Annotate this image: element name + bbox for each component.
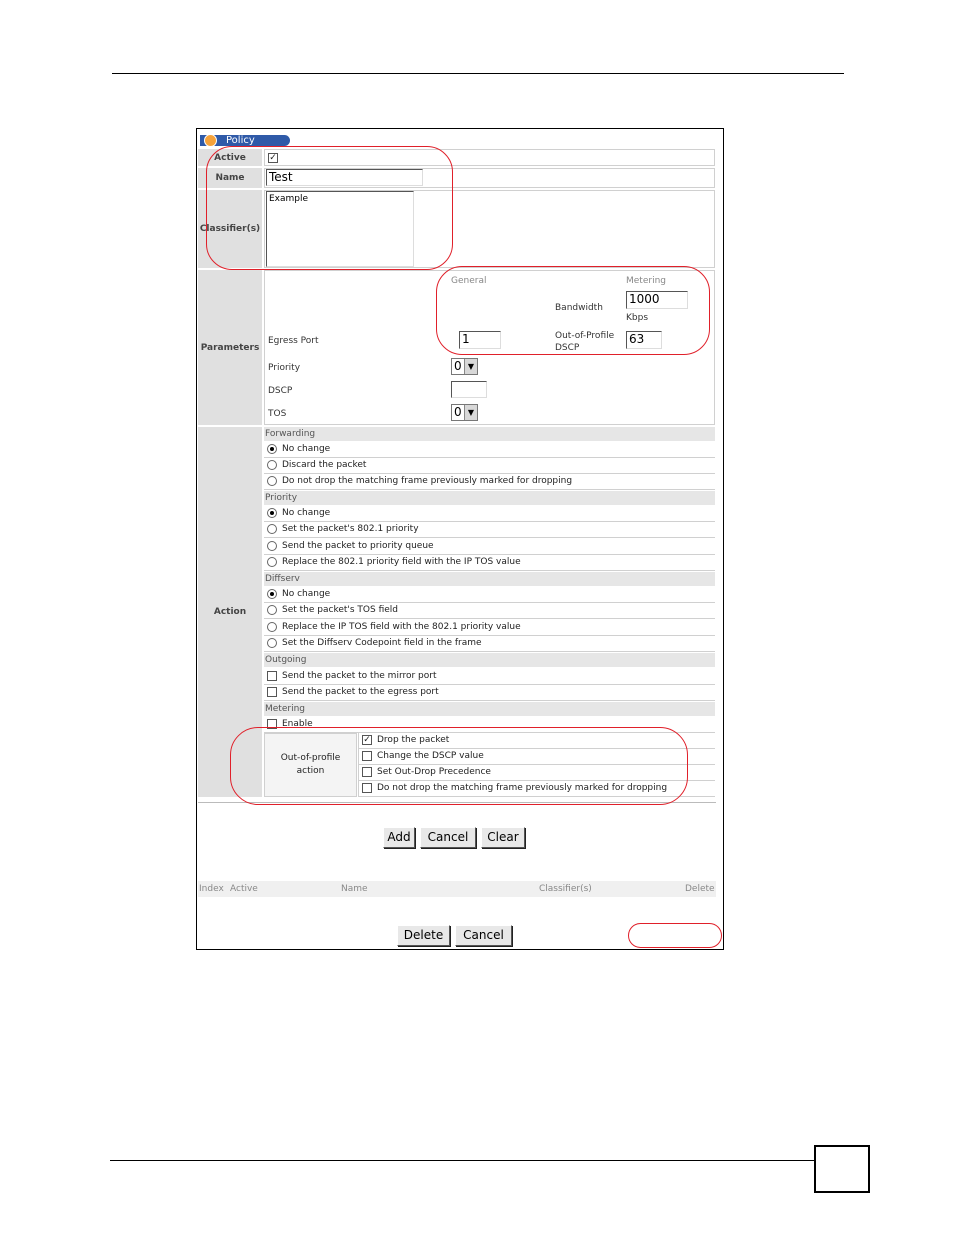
policy-table-header xyxy=(198,881,716,897)
priority-option-row[interactable] xyxy=(264,522,715,538)
checkbox[interactable] xyxy=(267,671,277,681)
radio-button[interactable] xyxy=(267,541,277,551)
forwarding-option-row[interactable] xyxy=(264,474,715,490)
radio-button[interactable] xyxy=(267,622,277,632)
annotation-callout-metering xyxy=(436,266,710,355)
forwarding-option-row[interactable] xyxy=(264,458,715,474)
priority-option-label: No change xyxy=(282,508,331,518)
radio-button[interactable] xyxy=(267,476,277,486)
tab-bullet-icon xyxy=(204,134,217,147)
out-of-profile-option-label: Change the DSCP value xyxy=(377,751,484,761)
table-header-active: Active xyxy=(230,884,258,894)
active-label: Active xyxy=(198,149,262,166)
classifiers-label: Classifier(s) xyxy=(198,190,262,268)
table-header-classifiers: Classifier(s) xyxy=(539,884,592,894)
diffserv-option-row[interactable] xyxy=(264,587,715,603)
diffserv-option-label: Replace the IP TOS field with the 802.1 priority value xyxy=(282,622,521,632)
forwarding-option-row[interactable] xyxy=(264,442,715,458)
out-of-profile-option-label: Set Out-Drop Precedence xyxy=(377,767,491,777)
bandwidth-unit: Kbps xyxy=(626,313,649,323)
egress-port-label: Egress Port xyxy=(268,336,319,346)
clear-button[interactable]: Clear xyxy=(481,827,525,848)
egress-port-input[interactable]: 1 xyxy=(459,331,501,349)
classifier-item[interactable]: Example xyxy=(269,194,309,204)
diffserv-option-row[interactable] xyxy=(264,636,715,652)
outgoing-section-title: Outgoing xyxy=(264,653,715,667)
forwarding-option-label: Discard the packet xyxy=(282,460,367,470)
radio-button[interactable] xyxy=(267,460,277,470)
tos-label: TOS xyxy=(268,409,287,419)
bandwidth-input[interactable]: 1000 xyxy=(626,291,688,309)
radio-button[interactable] xyxy=(267,605,277,615)
diffserv-option-label: Set the Diffserv Codepoint field in the frame xyxy=(282,638,482,648)
cancel-button[interactable]: Cancel xyxy=(420,827,476,848)
radio-button[interactable] xyxy=(267,524,277,534)
priority-value: 0 xyxy=(454,359,462,373)
diffserv-option-row[interactable] xyxy=(264,620,715,636)
page-number-box xyxy=(814,1145,870,1193)
table-header-name: Name xyxy=(341,884,368,894)
outgoing-option-row[interactable] xyxy=(264,685,715,701)
outgoing-option-label: Send the packet to the egress port xyxy=(282,687,439,697)
radio-button[interactable] xyxy=(267,444,277,454)
metering-section-title: Metering xyxy=(264,702,715,716)
out-of-profile-action-label: Out-of-profile action xyxy=(264,733,357,797)
metering-enable-label: Enable xyxy=(282,719,313,729)
out-of-profile-dscp-input[interactable]: 63 xyxy=(626,331,662,349)
checkbox[interactable] xyxy=(267,687,277,697)
diffserv-option-label: No change xyxy=(282,589,331,599)
chevron-down-icon: ▼ xyxy=(464,405,477,420)
diffserv-option-row[interactable] xyxy=(264,603,715,619)
active-checkbox[interactable]: ✓ xyxy=(269,153,277,163)
priority-section-title: Priority xyxy=(264,491,715,505)
action-label: Action xyxy=(198,427,262,797)
parameters-label: Parameters xyxy=(198,270,262,425)
priority-label: Priority xyxy=(268,363,301,373)
dscp-label: DSCP xyxy=(268,386,293,396)
priority-option-row[interactable] xyxy=(264,555,715,571)
name-label: Name xyxy=(198,168,262,188)
checkbox[interactable]: ✓ xyxy=(363,734,371,745)
annotation-callout-policy-fields xyxy=(206,146,453,270)
diffserv-option-label: Set the packet's TOS field xyxy=(282,605,399,615)
page-footer-rule xyxy=(110,1160,815,1161)
metering-header: Metering xyxy=(626,276,666,286)
outgoing-option-label: Send the packet to the mirror port xyxy=(282,671,437,681)
general-header: General xyxy=(451,276,487,286)
name-input[interactable]: Test xyxy=(266,169,423,186)
radio-button[interactable] xyxy=(267,589,277,599)
priority-option-row[interactable] xyxy=(264,539,715,555)
priority-option-row[interactable] xyxy=(264,506,715,522)
outgoing-option-row[interactable] xyxy=(264,669,715,685)
add-button[interactable]: Add xyxy=(383,827,415,848)
priority-option-label: Send the packet to priority queue xyxy=(282,541,434,551)
bandwidth-label: Bandwidth xyxy=(555,303,603,313)
forwarding-option-label: No change xyxy=(282,444,331,454)
radio-button[interactable] xyxy=(267,508,277,518)
priority-option-label: Set the packet's 802.1 priority xyxy=(282,524,419,534)
priority-select[interactable] xyxy=(451,358,478,375)
table-cancel-button[interactable]: Cancel xyxy=(455,925,512,946)
tos-select[interactable] xyxy=(451,404,478,421)
out-of-profile-option-label: Do not drop the matching frame previously marked for dropping xyxy=(377,783,668,793)
table-header-delete: Delete xyxy=(685,884,715,894)
policy-tab-title: Policy xyxy=(226,135,255,146)
out-of-profile-dscp-label: Out-of-Profile DSCP xyxy=(555,331,615,353)
radio-button[interactable] xyxy=(267,638,277,648)
out-of-profile-option-label: Drop the packet xyxy=(377,735,450,745)
dscp-input[interactable] xyxy=(451,381,487,398)
forwarding-option-label: Do not drop the matching frame previously marked for dropping xyxy=(282,476,573,486)
annotation-callout-out-of-profile xyxy=(230,727,688,805)
page-header-rule xyxy=(112,73,844,74)
tos-value: 0 xyxy=(454,405,462,419)
priority-option-label: Replace the 802.1 priority field with the IP TOS value xyxy=(282,557,521,567)
diffserv-section-title: Diffserv xyxy=(264,572,715,586)
radio-button[interactable] xyxy=(267,557,277,567)
table-header-index: Index xyxy=(199,884,224,894)
forwarding-section-title: Forwarding xyxy=(264,427,715,441)
annotation-callout-bottom-right xyxy=(628,923,722,948)
delete-button[interactable]: Delete xyxy=(397,925,450,946)
chevron-down-icon: ▼ xyxy=(464,359,477,374)
